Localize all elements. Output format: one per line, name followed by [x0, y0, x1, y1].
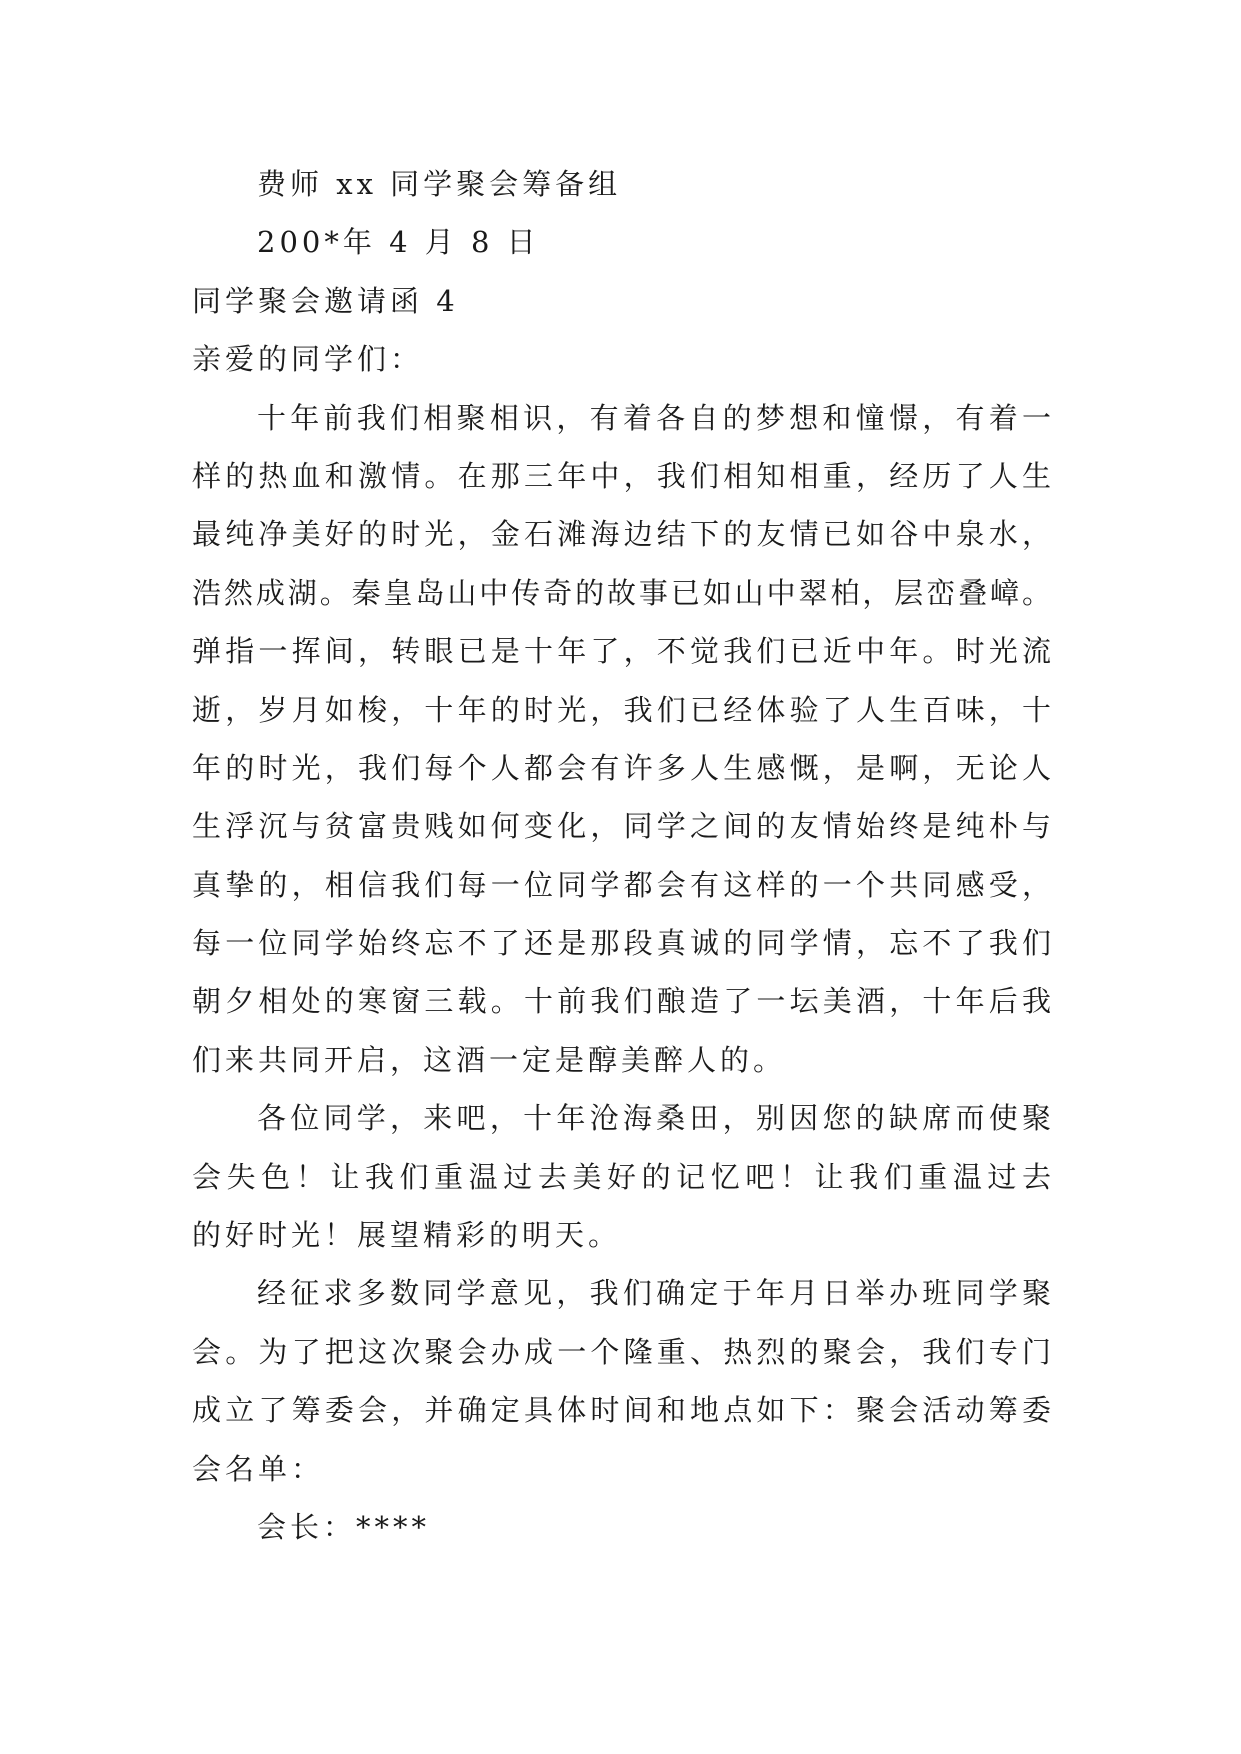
paragraph-line: 会名单：: [192, 1451, 325, 1486]
paragraph-line: 十年前我们相聚相识，有着各自的梦想和憧憬，有着一: [257, 400, 1051, 435]
paragraph-line: 最纯净美好的时光，金石滩海边结下的友情已如谷中泉水，: [192, 517, 1051, 552]
paragraph-line: 年的时光，我们每个人都会有许多人生感慨，是啊，无论人: [192, 750, 1051, 785]
paragraph-3: [192, 1264, 1051, 1498]
paragraph-line: 每一位同学始终忘不了还是那段真诚的同学情，忘不了我们: [192, 926, 1051, 961]
paragraph-2: [192, 1089, 1051, 1264]
closing-organizer: 费师 xx 同学聚会筹备组: [257, 167, 622, 201]
letter-title: 同学聚会邀请函 4: [192, 283, 459, 318]
paragraph-line: 样的热血和激情。在那三年中，我们相知相重，经历了人生: [192, 458, 1051, 493]
committee-chairman: 会长：****: [257, 1509, 431, 1544]
paragraph-line: 真挚的，相信我们每一位同学都会有这样的一个共同感受，: [192, 867, 1051, 902]
paragraph-line: 浩然成湖。秦皇岛山中传奇的故事已如山中翠柏，层峦叠嶂。: [192, 575, 1051, 610]
paragraph-line: 逝，岁月如梭，十年的时光，我们已经体验了人生百味，十: [192, 692, 1051, 727]
paragraph-line: 生浮沉与贫富贵贱如何变化，同学之间的友情始终是纯朴与: [192, 809, 1051, 844]
closing-date: 200*年 4 月 8 日: [257, 225, 540, 260]
paragraph-line: 会。为了把这次聚会办成一个隆重、热烈的聚会，我们专门: [192, 1334, 1051, 1369]
document-body: [192, 155, 1051, 1556]
paragraph-1: [192, 389, 1051, 1090]
paragraph-line: 弹指一挥间，转眼已是十年了，不觉我们已近中年。时光流: [192, 634, 1051, 669]
paragraph-line: 们来共同开启，这酒一定是醇美醉人的。: [192, 1042, 787, 1077]
paragraph-line: 成立了筹委会，并确定具体时间和地点如下：聚会活动筹委: [192, 1393, 1051, 1428]
paragraph-line: 的好时光！展望精彩的明天。: [192, 1218, 622, 1253]
salutation: 亲爱的同学们：: [192, 342, 424, 377]
paragraph-line: 经征求多数同学意见，我们确定于年月日举办班同学聚: [257, 1276, 1051, 1311]
paragraph-line: 朝夕相处的寒窗三载。十前我们酿造了一坛美酒，十年后我: [192, 984, 1051, 1019]
paragraph-line: 各位同学，来吧，十年沧海桑田，别因您的缺席而使聚: [257, 1101, 1051, 1136]
paragraph-line: 会失色！让我们重温过去美好的记忆吧！让我们重温过去: [192, 1159, 1051, 1194]
